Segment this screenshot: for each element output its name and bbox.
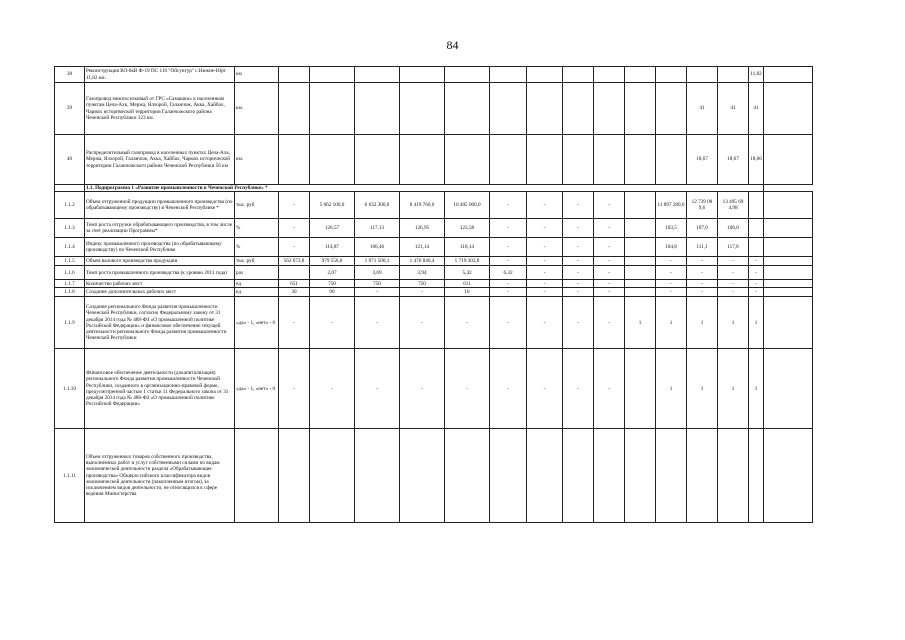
- value-cell: [718, 67, 749, 83]
- value-cell: 117,13: [355, 219, 400, 238]
- value-cell: [490, 67, 527, 83]
- value-cell: -: [527, 219, 563, 238]
- value-cell: [490, 135, 527, 185]
- value-cell: 41: [718, 83, 749, 135]
- value-cell: [355, 135, 400, 185]
- value-cell: -: [279, 219, 310, 238]
- value-cell: 18,67: [687, 135, 718, 185]
- indicator-name: Распределительный газопровод в населенных пунктах Цеча-Ахк, Мержа, Ялхорой, Галанчож, Акка, Хайбах, Чармах исторической территории Галанчожского района Чеченской Республики 56 км: [85, 135, 235, 185]
- unit-cell: «да» - 1, «нет» - 0: [235, 297, 279, 349]
- value-cell: -: [718, 266, 749, 280]
- indicator-name: Финансовое обеспечение деятельности (докапитализация) регионального Фонда развития промышленности Чеченской Республики, созданного в организационно-правовой форме, предусмотренной частью 1 статьи 11 Федерального закона от 31 декабря 2014 года № 488-ФЗ «О промышленной политике Российской Федерации»: [85, 349, 235, 429]
- value-cell: -: [527, 266, 563, 280]
- value-cell: -: [527, 257, 563, 266]
- value-cell: -: [594, 280, 625, 288]
- value-cell: 100,46: [355, 238, 400, 257]
- row-number: 1.1.8: [55, 288, 85, 297]
- indicator-name: Газопровод межпоселковый от ГРС «Самашки» к населенным пунктам Цеча-Ахк, Мержа, Ялхорой, Галанчож, Акка, Хайбах, Чармах исторической территории Галанчожского района Чеченской Республики 123 км.: [85, 83, 235, 135]
- value-cell: -: [490, 297, 527, 349]
- value-cell: -: [490, 192, 527, 219]
- value-cell: -: [355, 349, 400, 429]
- value-cell: [764, 135, 813, 185]
- value-cell: [749, 429, 764, 523]
- value-cell: [563, 67, 594, 83]
- value-cell: [310, 429, 355, 523]
- value-cell: [625, 219, 656, 238]
- value-cell: 1: [749, 349, 764, 429]
- value-cell: 13 495 69 4,98: [718, 192, 749, 219]
- value-cell: 1: [656, 297, 687, 349]
- value-cell: [527, 83, 563, 135]
- value-cell: -: [656, 280, 687, 288]
- row-number: 1.1.11: [55, 429, 85, 523]
- value-cell: [656, 67, 687, 83]
- unit-cell: раз: [235, 266, 279, 280]
- table-row: [55, 429, 813, 523]
- value-cell: [656, 429, 687, 523]
- value-cell: -: [718, 257, 749, 266]
- value-cell: -: [310, 349, 355, 429]
- value-cell: [563, 135, 594, 185]
- indicators-table: [54, 66, 813, 523]
- indicator-name: Создание регионального Фонда развития промышленности Чеченской Республики, согласно Федеральному закону от 31 декабря 2014 года № 488-ФЗ «О промышленной политике Российской Федерации» и финансовое обеспечение текущей деятельности регионального Фонда развития промышленности Чеченской Республики: [85, 297, 235, 349]
- value-cell: -: [656, 288, 687, 297]
- value-cell: 18,66: [749, 135, 764, 185]
- value-cell: [749, 238, 764, 257]
- value-cell: -: [563, 257, 594, 266]
- value-cell: 41: [687, 83, 718, 135]
- value-cell: [764, 349, 813, 429]
- unit-cell: км.: [235, 83, 279, 135]
- value-cell: -: [527, 238, 563, 257]
- unit-cell: [235, 429, 279, 523]
- value-cell: -: [490, 238, 527, 257]
- value-cell: -: [656, 266, 687, 280]
- table-row: [55, 288, 813, 297]
- value-cell: 126,95: [400, 219, 445, 238]
- value-cell: 103,5: [656, 219, 687, 238]
- value-cell: 1 071 500,1: [355, 257, 400, 266]
- value-cell: [355, 83, 400, 135]
- value-cell: -: [563, 219, 594, 238]
- value-cell: 651: [279, 280, 310, 288]
- value-cell: 979 556,0: [310, 257, 355, 266]
- value-cell: 1: [625, 297, 656, 349]
- value-cell: -: [527, 192, 563, 219]
- row-number: 39: [55, 83, 85, 135]
- value-cell: 118,14: [445, 238, 490, 257]
- value-cell: -: [594, 349, 625, 429]
- value-cell: [355, 67, 400, 83]
- value-cell: 2,07: [310, 266, 355, 280]
- value-cell: [594, 67, 625, 83]
- value-cell: -: [718, 280, 749, 288]
- value-cell: 10: [445, 288, 490, 297]
- page-number: 84: [446, 38, 459, 52]
- value-cell: 5 662 100,0: [310, 192, 355, 219]
- value-cell: [594, 429, 625, 523]
- value-cell: [625, 83, 656, 135]
- row-number: 1.1.7: [55, 280, 85, 288]
- indicator-name: Темп роста промышленного производства (к уровню 2011 года): [85, 266, 235, 280]
- unit-cell: км.: [235, 135, 279, 185]
- value-cell: -: [279, 192, 310, 219]
- value-cell: -: [490, 349, 527, 429]
- value-cell: [749, 219, 764, 238]
- value-cell: 1: [718, 297, 749, 349]
- value-cell: [687, 429, 718, 523]
- value-cell: [400, 83, 445, 135]
- value-cell: 1 476 846,4: [400, 257, 445, 266]
- unit-cell: %: [235, 219, 279, 238]
- value-cell: 18,67: [718, 135, 749, 185]
- value-cell: [527, 135, 563, 185]
- value-cell: -: [594, 297, 625, 349]
- value-cell: [279, 135, 310, 185]
- table-body: [55, 67, 813, 523]
- value-cell: -: [527, 288, 563, 297]
- value-cell: [656, 83, 687, 135]
- value-cell: 5,42: [445, 266, 490, 280]
- value-cell: -: [279, 238, 310, 257]
- value-cell: -: [490, 288, 527, 297]
- value-cell: [718, 429, 749, 523]
- value-cell: 750: [355, 280, 400, 288]
- value-cell: -: [279, 349, 310, 429]
- value-cell: [764, 219, 813, 238]
- value-cell: -: [687, 257, 718, 266]
- row-number: 1.1.3: [55, 219, 85, 238]
- value-cell: [310, 135, 355, 185]
- value-cell: -: [594, 219, 625, 238]
- table-row: [55, 266, 813, 280]
- table-row: [55, 83, 813, 135]
- table-row: [55, 192, 813, 219]
- value-cell: 3,94: [400, 266, 445, 280]
- row-number: 1.1.4: [55, 238, 85, 257]
- value-cell: -: [563, 297, 594, 349]
- value-cell: [527, 67, 563, 83]
- value-cell: [764, 192, 813, 219]
- value-cell: [400, 135, 445, 185]
- value-cell: [764, 83, 813, 135]
- unit-cell: ед.: [235, 288, 279, 297]
- value-cell: 562 673,8: [279, 257, 310, 266]
- value-cell: [625, 238, 656, 257]
- value-cell: 126,57: [310, 219, 355, 238]
- value-cell: -: [490, 257, 527, 266]
- value-cell: 30: [279, 288, 310, 297]
- value-cell: 90: [310, 288, 355, 297]
- value-cell: [625, 67, 656, 83]
- value-cell: 11,82: [749, 67, 764, 83]
- value-cell: [625, 349, 656, 429]
- value-cell: [625, 135, 656, 185]
- indicator-name: Объем отгруженной продукции промышленного производства (по обрабатывающему производству) в Чеченской Республике *: [85, 192, 235, 219]
- value-cell: [445, 135, 490, 185]
- value-cell: -: [563, 238, 594, 257]
- value-cell: [764, 288, 813, 297]
- row-number: 38: [55, 67, 85, 83]
- value-cell: -: [718, 288, 749, 297]
- value-cell: [764, 297, 813, 349]
- indicator-name: Объем отгруженных товаров собственного производства, выполненных работ и услуг собственными силами по видам экономической деятельности раздела «Обрабатывающие производства» Общероссийского классификатора видов экономической деятельности (пакопленным итогом), за исключением видов деятельности, не относящихся к сфере ведения Министерства: [85, 429, 235, 523]
- value-cell: 1: [687, 297, 718, 349]
- value-cell: [279, 429, 310, 523]
- value-cell: [279, 67, 310, 83]
- section-title: 1.1. Подпрограмма 1 «Развитие промышленности в Чеченской Республике» *: [85, 185, 764, 192]
- value-cell: 1: [749, 297, 764, 349]
- value-cell: -: [490, 280, 527, 288]
- value-cell: [594, 83, 625, 135]
- value-cell: [625, 266, 656, 280]
- value-cell: [445, 429, 490, 523]
- value-cell: [490, 83, 527, 135]
- value-cell: -: [594, 266, 625, 280]
- value-cell: -: [749, 257, 764, 266]
- value-cell: 123,58: [445, 219, 490, 238]
- table-row: [55, 297, 813, 349]
- row-number: 1.1.6: [55, 266, 85, 280]
- value-cell: [625, 257, 656, 266]
- value-cell: 1: [656, 349, 687, 429]
- value-cell: [625, 192, 656, 219]
- value-cell: 10 405 000,0: [445, 192, 490, 219]
- value-cell: [764, 257, 813, 266]
- value-cell: -: [355, 288, 400, 297]
- value-cell: 117,8: [718, 238, 749, 257]
- value-cell: [764, 67, 813, 83]
- section-row: [55, 185, 813, 192]
- value-cell: -: [594, 288, 625, 297]
- row-number: 1.1.10: [55, 349, 85, 429]
- value-cell: 114,87: [310, 238, 355, 257]
- value-cell: 750: [400, 280, 445, 288]
- table-row: [55, 349, 813, 429]
- value-cell: -: [355, 297, 400, 349]
- value-cell: -: [279, 297, 310, 349]
- indicator-name: Создание дополнительных рабочих мест: [85, 288, 235, 297]
- value-cell: [687, 67, 718, 83]
- value-cell: [594, 135, 625, 185]
- value-cell: -: [310, 297, 355, 349]
- value-cell: [445, 83, 490, 135]
- row-number: 40: [55, 135, 85, 185]
- value-cell: [355, 429, 400, 523]
- indicator-name: Реконструкция ВЛ-6кВ Ф-19 ПС 110 "Ойсунгур" с.Нижне-Юрт 11,82 км.: [85, 67, 235, 83]
- value-cell: [400, 67, 445, 83]
- value-cell: [310, 83, 355, 135]
- table-row: [55, 280, 813, 288]
- value-cell: -: [563, 349, 594, 429]
- value-cell: -: [749, 266, 764, 280]
- unit-cell: км: [235, 67, 279, 83]
- value-cell: [527, 429, 563, 523]
- unit-cell: тыс. руб: [235, 192, 279, 219]
- value-cell: 111,1: [687, 238, 718, 257]
- value-cell: 750: [310, 280, 355, 288]
- value-cell: -: [527, 349, 563, 429]
- value-cell: -: [749, 288, 764, 297]
- value-cell: -: [656, 257, 687, 266]
- value-cell: -: [749, 280, 764, 288]
- value-cell: [764, 266, 813, 280]
- value-cell: [764, 429, 813, 523]
- value-cell: [279, 83, 310, 135]
- row-number: 1.1.9: [55, 297, 85, 349]
- indicator-name: Объем валового производства продукции: [85, 257, 235, 266]
- value-cell: 611: [445, 280, 490, 288]
- table-row: [55, 67, 813, 83]
- value-cell: -: [594, 238, 625, 257]
- unit-cell: %: [235, 238, 279, 257]
- value-cell: -: [490, 219, 527, 238]
- value-cell: [625, 280, 656, 288]
- indicator-name: Темп роста отгрузки обрабатывающего производства, в том числе за счет реализации Программы*: [85, 219, 235, 238]
- value-cell: [656, 135, 687, 185]
- row-number: 1.1.5: [55, 257, 85, 266]
- indicator-name: Количество рабочих мест: [85, 280, 235, 288]
- value-cell: 8 419 760,0: [400, 192, 445, 219]
- table-row: [55, 257, 813, 266]
- row-number: 1.1.2: [55, 192, 85, 219]
- value-cell: -: [594, 192, 625, 219]
- value-cell: [749, 192, 764, 219]
- value-cell: -: [563, 288, 594, 297]
- value-cell: [563, 429, 594, 523]
- value-cell: 11 897 280,0: [656, 192, 687, 219]
- value-cell: -: [527, 280, 563, 288]
- value-cell: -: [687, 288, 718, 297]
- value-cell: 3,69: [355, 266, 400, 280]
- unit-cell: «да» - 1, «нет» - 0: [235, 349, 279, 429]
- value-cell: [625, 429, 656, 523]
- value-cell: [279, 266, 310, 280]
- value-cell: -: [445, 349, 490, 429]
- value-cell: 41: [749, 83, 764, 135]
- table-row: [55, 238, 813, 257]
- value-cell: [445, 67, 490, 83]
- indicator-name: Индекс промышленного производства (по обрабатывающему производству) по Чеченской Республике: [85, 238, 235, 257]
- value-cell: 104,8: [656, 238, 687, 257]
- value-cell: 1 719 302,8: [445, 257, 490, 266]
- value-cell: -: [563, 192, 594, 219]
- value-cell: 1: [718, 349, 749, 429]
- value-cell: 121,14: [400, 238, 445, 257]
- value-cell: -: [563, 266, 594, 280]
- value-cell: [400, 429, 445, 523]
- value-cell: 6 632 300,0: [355, 192, 400, 219]
- value-cell: -: [563, 280, 594, 288]
- value-cell: -: [445, 297, 490, 349]
- value-cell: [625, 288, 656, 297]
- unit-cell: ед.: [235, 280, 279, 288]
- table-row: [55, 135, 813, 185]
- value-cell: 12 739 08 9,6: [687, 192, 718, 219]
- value-cell: -: [687, 280, 718, 288]
- value-cell: 106,0: [718, 219, 749, 238]
- value-cell: -: [594, 257, 625, 266]
- value-cell: -: [527, 297, 563, 349]
- value-cell: -: [400, 349, 445, 429]
- value-cell: 6,32: [490, 266, 527, 280]
- value-cell: [563, 83, 594, 135]
- table-row: [55, 219, 813, 238]
- value-cell: [490, 429, 527, 523]
- value-cell: [764, 238, 813, 257]
- value-cell: -: [687, 266, 718, 280]
- value-cell: [764, 280, 813, 288]
- value-cell: -: [400, 297, 445, 349]
- value-cell: [310, 67, 355, 83]
- value-cell: -: [400, 288, 445, 297]
- value-cell: 1: [687, 349, 718, 429]
- value-cell: 107,0: [687, 219, 718, 238]
- section-number-cell: [55, 185, 85, 192]
- unit-cell: тыс. руб: [235, 257, 279, 266]
